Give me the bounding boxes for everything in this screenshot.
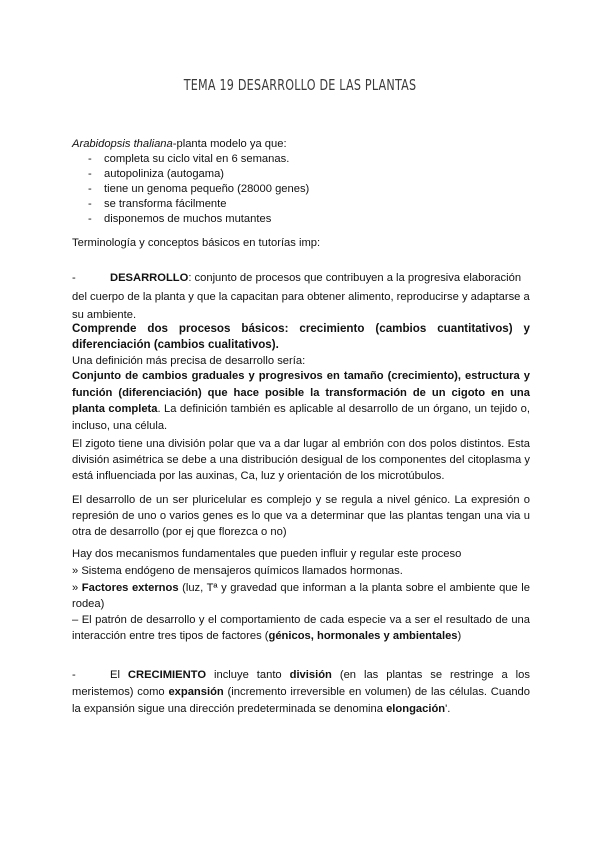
mecanismos-intro: Hay dos mecanismos fundamentales que pueden influir y regular este proceso xyxy=(72,548,462,560)
bullet-dash: - xyxy=(72,272,76,284)
precisa-intro: Una definición más precisa de desarrollo sería: xyxy=(72,355,306,367)
bullet-dash: - xyxy=(72,669,76,681)
factores-externos-term: Factores externos xyxy=(81,582,179,594)
list-item: - disponemos de muchos mutantes xyxy=(88,212,528,227)
list-item: - completa su ciclo vital en 6 semanas. xyxy=(88,152,528,167)
desarrollo-definition: : conjunto de procesos que contribuyen a la progresiva elaboración del cuerpo de la planta y que la capacitan para obtener alimento, reproducirse y adaptarse a su ambiente. xyxy=(72,272,530,321)
elongacion-term: elongación xyxy=(386,703,446,715)
expansion-term: expansión xyxy=(168,686,224,698)
intro-line xyxy=(72,136,530,153)
mecanismo-factores-externos xyxy=(72,580,530,612)
desarrollo-paragraph xyxy=(72,269,530,325)
precisa-paragraph xyxy=(72,368,530,434)
patron-paragraph xyxy=(72,612,530,644)
species-name: Arabidopsis thaliana xyxy=(72,138,173,150)
crecimiento-text-1: incluye tanto xyxy=(206,669,290,681)
patron-factores: génicos, hormonales y ambientales xyxy=(268,630,458,642)
precisa-rest: . La definición también es aplicable al desarrollo de un órgano, un tejido o, incluso, una célula. xyxy=(72,403,530,432)
list-item: - tiene un genoma pequeño (28000 genes) xyxy=(88,182,528,197)
arrow-marker: » xyxy=(72,582,82,594)
list-item: - se transforma fácilmente xyxy=(88,197,528,212)
intro-rest: -planta modelo ya que: xyxy=(172,138,287,150)
mecanismo-hormonas: » Sistema endógeno de mensajeros químicos llamados hormonas. xyxy=(72,565,403,577)
crecimiento-paragraph xyxy=(72,667,530,718)
comprende-paragraph: Comprende dos procesos básicos: crecimiento (cambios cuantitativos) y diferenciación (cambios cualitativos). xyxy=(72,322,530,351)
page-title: TEMA 19 DESARROLLO DE LAS PLANTAS xyxy=(183,76,417,94)
patron-end: ) xyxy=(457,630,462,642)
crecimiento-text-3: (incremento irreversible en volumen) de las células. Cuando la expansión sigue una dirección predeterminada se denomina xyxy=(72,686,530,715)
precisa-bold: Conjunto de cambios graduales y progresivos en tamaño (crecimiento), estructura y función (diferenciación) que hace posible la transformación de un cigoto en una planta completa xyxy=(72,370,530,415)
crecimiento-el: El xyxy=(110,669,128,681)
patron-text: – El patrón de desarrollo y el comportamiento de cada especie va a ser el resultado de una interacción entre tres tipos de factores ( xyxy=(72,614,530,642)
crecimiento-term: CRECIMIENTO xyxy=(127,669,207,681)
zigoto-paragraph: El zigoto tiene una división polar que va a dar lugar al embrión con dos polos distintos. Esta división asimétrica se debe a una distribución desigual de los componentes del citoplasma y está influenciada por las auxinas, Ca, luz y orientación de los microtúbulos. xyxy=(72,438,530,482)
pluricelular-paragraph: El desarrollo de un ser pluricelular es complejo y se regula a nivel génico. La expresión o represión de uno o varios genes es lo que va a determinar que las plantas tengan una via u otra de desarrollo (por ej que florezca o no) xyxy=(72,494,530,538)
desarrollo-term: DESARROLLO xyxy=(110,272,189,284)
reasons-list xyxy=(88,152,528,227)
terminology-heading: Terminología y conceptos básicos en tutorías imp: xyxy=(72,237,321,249)
crecimiento-end: '. xyxy=(445,703,451,715)
list-item: - autopoliniza (autogama) xyxy=(88,167,528,182)
crecimiento-text-2: (en las plantas se restringe a los meristemos) como xyxy=(72,669,530,698)
factores-externos-text: (luz, Tª y gravedad que informan a la planta sobre el ambiente que le rodea) xyxy=(72,582,530,610)
division-term: división xyxy=(289,669,332,681)
